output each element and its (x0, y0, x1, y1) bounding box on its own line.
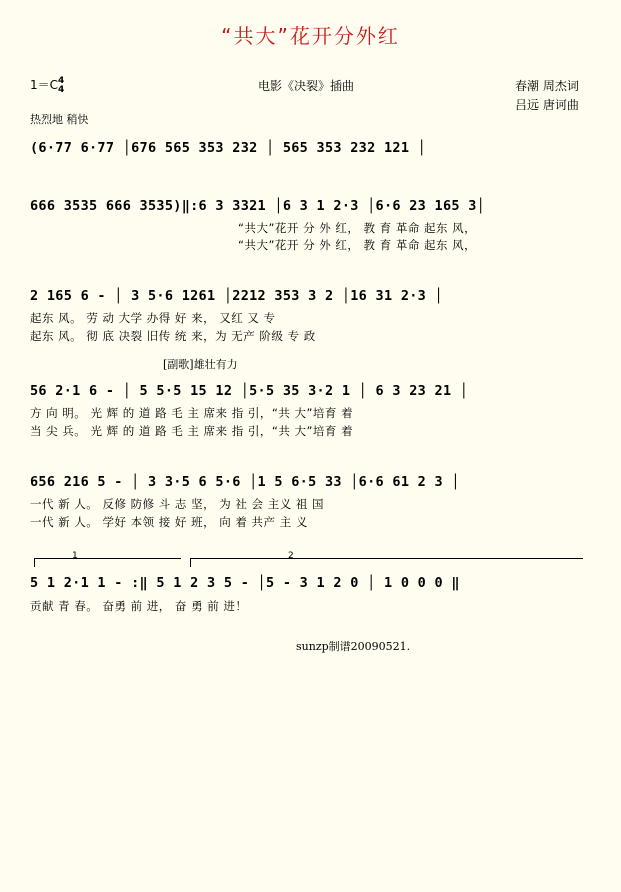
meter-bottom: 4 (58, 84, 65, 95)
first-ending-number: 1 (72, 551, 78, 561)
composer-credit: 吕远 唐诃曲 (515, 98, 579, 112)
notation-line-1: (6·77 6·77 │676 565 353 232 │ 565 353 232 121 │ (30, 140, 427, 156)
notation-line-2: 666 3535 666 3535)‖:6 3 3321 │6 3 1 2·3 │6·6 23 165 3│ (30, 198, 486, 214)
transcriber-credit: sunzp制谱20090521. (296, 640, 411, 653)
lyric-line-6: 贡献 青 春。 奋勇 前 进， 奋 勇 前 进！ (30, 599, 248, 613)
chorus-marking: [副歌]雄壮有力 (163, 358, 238, 371)
lyric-line-5-verse-2: 一代 新 人。 学好 本领 接 好 班， 向 着 共产 主 义 (30, 515, 308, 529)
notation-line-5: 656 216 5 - │ 3 3·5 6 5·6 │1 5 6·5 33 │6·6 61 2 3 │ (30, 474, 460, 490)
meter-top: 4 (58, 75, 65, 86)
song-source: 电影《决裂》插曲 (258, 79, 355, 93)
first-ending-bracket (34, 558, 181, 567)
notation-line-6: 5 1 2·1 1 - :‖ 5 1 2 3 5 - │5 - 3 1 2 0 │ 1 0 0 0 ‖ (30, 575, 460, 591)
key-signature (30, 76, 64, 95)
second-ending-number: 2 (288, 551, 294, 561)
notation-line-3: 2 165 6 - │ 3 5·6 1261 │2212 353 3 2 │16 31 2·3 │ (30, 288, 443, 304)
lyric-line-5-verse-1: 一代 新 人。 反修 防修 斗 志 坚， 为 社 会 主义 祖 国 (30, 497, 325, 511)
song-title: “共大”花开分外红 (221, 24, 400, 48)
tempo-marking: 热烈地 稍快 (30, 113, 89, 126)
lyricist-credit: 春潮 周杰词 (515, 79, 579, 93)
lyric-line-3-verse-2: 起东 风。 彻 底 决裂 旧传 统 来，为 无产 阶级 专 政 (30, 329, 316, 343)
key-label: 1＝C (30, 78, 59, 92)
lyric-line-2-verse-2: “共大”花开 分 外 红， 教 育 革命 起东 风， (238, 238, 477, 252)
notation-line-4: 56 2·1 6 - │ 5 5·5 15 12 │5·5 35 3·2 1 │ 6 3 23 21 │ (30, 383, 469, 399)
lyric-line-2-verse-1: “共大”花开 分 外 红， 教 育 革命 起东 风， (238, 221, 477, 235)
lyric-line-4-verse-1: 方 向 明。 光 辉 的 道 路 毛 主 席来 指 引，“共 大”培育 着 (30, 406, 354, 420)
lyric-line-4-verse-2: 当 尖 兵。 光 辉 的 道 路 毛 主 席来 指 引，“共 大”培育 着 (30, 424, 354, 438)
second-ending-bracket (190, 558, 583, 567)
time-signature (58, 77, 64, 95)
lyric-line-3-verse-1: 起东 风。 劳 动 大学 办得 好 来， 又红 又 专 (30, 311, 276, 325)
